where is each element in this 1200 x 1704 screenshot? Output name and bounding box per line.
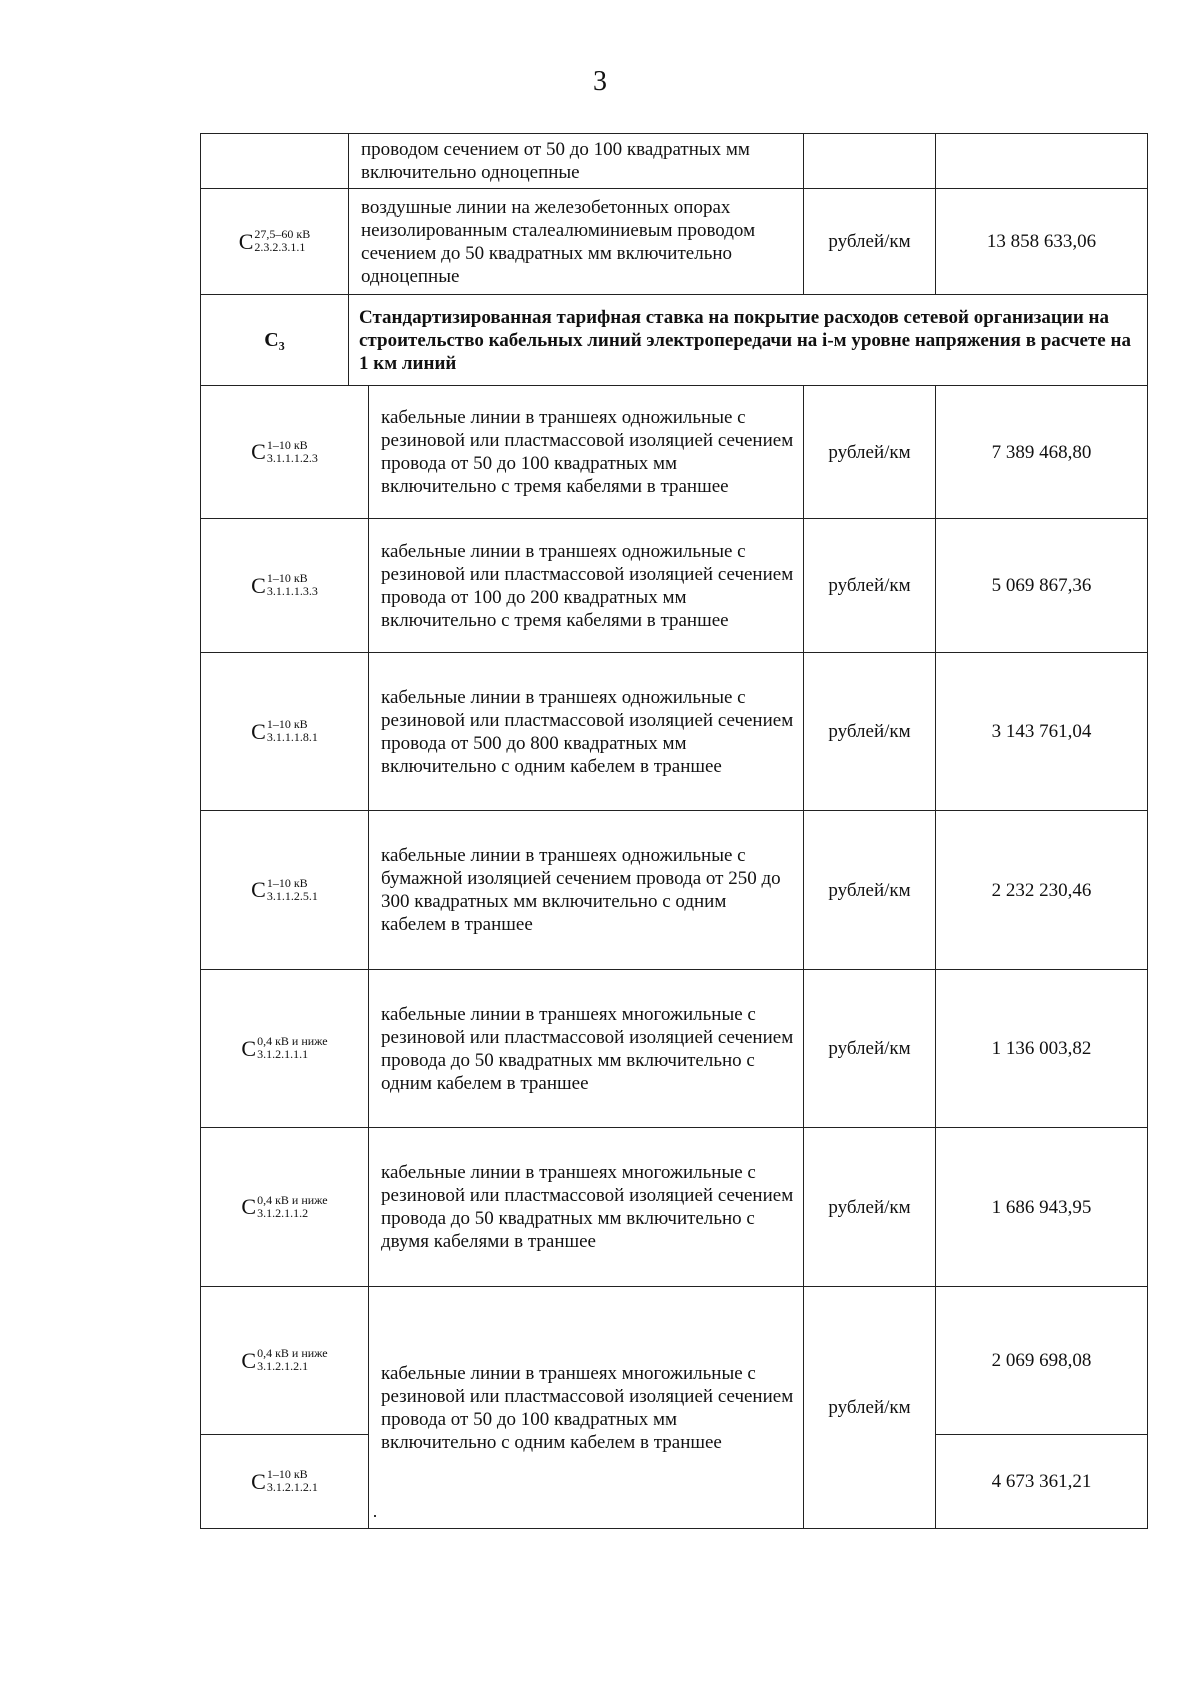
- row-code: [201, 970, 369, 1128]
- tariff-symbol: [251, 1468, 318, 1494]
- symbol-base: C: [241, 1194, 257, 1220]
- tariff-symbol: [241, 1194, 327, 1220]
- row-value: 4 673 361,21: [936, 1435, 1148, 1529]
- row-description: кабельные линии в траншеях одножильные с резиновой или пластмассовой изоляцией сечением провода от 100 до 200 квадратных мм включительно с тремя кабелями в траншее: [369, 519, 804, 653]
- row-description: проводом сечением от 50 до 100 квадратных мм включительно одноцепные: [349, 134, 804, 189]
- symbol-voltage: 1–10 кВ: [266, 437, 308, 452]
- symbol-voltage: 1–10 кВ: [266, 1467, 308, 1482]
- symbol-voltage: 1–10 кВ: [266, 875, 308, 890]
- row-value: 1 686 943,95: [936, 1128, 1148, 1287]
- row-unit: рублей/км: [804, 519, 936, 653]
- symbol-voltage: 1–10 кВ: [266, 717, 308, 732]
- row-value: 13 858 633,06: [936, 189, 1148, 295]
- symbol-voltage: 0,4 кВ и ниже: [257, 1192, 328, 1207]
- tariff-symbol: [251, 718, 318, 744]
- row-code: [201, 189, 349, 295]
- row-code: [201, 811, 369, 970]
- section-header-row: [201, 295, 1148, 386]
- row-description: воздушные линии на железобетонных опорах неизолированным сталеалюминиевым проводом сечением до 50 квадратных мм включительно одноцепные: [349, 189, 804, 295]
- table-row: [201, 653, 1148, 811]
- row-description: кабельные линии в траншеях многожильные с резиновой или пластмассовой изоляцией сечением провода до 50 квадратных мм включительно с одним кабелем в траншее: [369, 970, 804, 1128]
- symbol-index: 3.1.2.1.1.2: [257, 1205, 309, 1220]
- table-row: [201, 1287, 1148, 1435]
- symbol-voltage: 27,5–60 кВ: [254, 227, 311, 242]
- row-unit: рублей/км: [804, 1287, 936, 1529]
- row-value: 1 136 003,82: [936, 970, 1148, 1128]
- symbol-index: 3.1.1.1.8.1: [266, 730, 318, 745]
- symbol-base: C: [241, 1035, 257, 1061]
- symbol-index: 3.1.1.1.2.3: [266, 450, 318, 465]
- row-description: кабельные линии в траншеях одножильные с резиновой или пластмассовой изоляцией сечением провода от 50 до 100 квадратных мм включительно с тремя кабелями в траншее: [369, 386, 804, 519]
- tariff-symbol: [241, 1035, 327, 1061]
- tariff-symbol: [251, 572, 318, 598]
- symbol-base: C: [241, 1347, 257, 1373]
- row-code: [201, 134, 349, 189]
- section-code: C₃: [201, 295, 349, 386]
- row-value: 2 232 230,46: [936, 811, 1148, 970]
- tariff-symbol: [241, 1347, 327, 1373]
- scan-speck: [374, 1515, 376, 1517]
- symbol-voltage: 0,4 кВ и ниже: [257, 1034, 328, 1049]
- symbol-index: 3.1.2.1.1.1: [257, 1047, 309, 1062]
- tariff-symbol: [251, 439, 318, 465]
- row-description: кабельные линии в траншеях одножильные с бумажной изоляцией сечением провода от 250 до 300 квадратных мм включительно с одним кабелем в траншее: [369, 811, 804, 970]
- table-row: [201, 519, 1148, 653]
- row-unit: рублей/км: [804, 189, 936, 295]
- symbol-base: C: [251, 718, 266, 744]
- row-code: [201, 1287, 369, 1435]
- symbol-voltage: 1–10 кВ: [266, 571, 308, 586]
- symbol-base: C: [251, 1468, 266, 1494]
- row-code: [201, 386, 369, 519]
- symbol-index: 3.1.1.2.5.1: [266, 888, 318, 903]
- symbol-index: 3.1.2.1.2.1: [266, 1480, 318, 1495]
- row-value: 2 069 698,08: [936, 1287, 1148, 1435]
- row-code: [201, 653, 369, 811]
- row-value: 5 069 867,36: [936, 519, 1148, 653]
- symbol-base: C: [251, 572, 266, 598]
- symbol-base: C: [251, 877, 266, 903]
- symbol-index: 3.1.1.1.3.3: [266, 584, 318, 599]
- row-description: кабельные линии в траншеях одножильные с резиновой или пластмассовой изоляцией сечением провода от 500 до 800 квадратных мм включительно с одним кабелем в траншее: [369, 653, 804, 811]
- row-unit: рублей/км: [804, 811, 936, 970]
- table-row: [201, 970, 1148, 1128]
- row-code: [201, 1128, 369, 1287]
- symbol-index: 2.3.2.3.1.1: [254, 240, 306, 255]
- symbol-index: 3.1.2.1.2.1: [257, 1359, 309, 1374]
- page-number: 3: [593, 66, 607, 97]
- row-code: [201, 519, 369, 653]
- row-unit: рублей/км: [804, 970, 936, 1128]
- symbol-base: C: [251, 439, 266, 465]
- tariff-symbol: [251, 877, 318, 903]
- section-title: Стандартизированная тарифная ставка на покрытие расходов сетевой организации на строительство кабельных линий электропередачи на i-м уровне напряжения в расчете на 1 км линий: [349, 295, 1148, 386]
- row-unit: рублей/км: [804, 386, 936, 519]
- row-value: 7 389 468,80: [936, 386, 1148, 519]
- table-row: [201, 134, 1148, 189]
- table-row: [201, 1128, 1148, 1287]
- row-unit: рублей/км: [804, 1128, 936, 1287]
- table-row: [201, 189, 1148, 295]
- row-unit: рублей/км: [804, 653, 936, 811]
- symbol-voltage: 0,4 кВ и ниже: [257, 1346, 328, 1361]
- row-description: кабельные линии в траншеях многожильные с резиновой или пластмассовой изоляцией сечением провода от 50 до 100 квадратных мм включительно с одним кабелем в траншее: [369, 1287, 804, 1529]
- symbol-base: C: [238, 228, 254, 254]
- row-value: [936, 134, 1148, 189]
- table-row: [201, 386, 1148, 519]
- row-unit: [804, 134, 936, 189]
- tariff-symbol: [239, 228, 311, 254]
- row-value: 3 143 761,04: [936, 653, 1148, 811]
- row-code: [201, 1435, 369, 1529]
- table-row: [201, 811, 1148, 970]
- row-description: кабельные линии в траншеях многожильные с резиновой или пластмассовой изоляцией сечением провода до 50 квадратных мм включительно с двумя кабелями в траншее: [369, 1128, 804, 1287]
- tariff-table: [200, 133, 1148, 1529]
